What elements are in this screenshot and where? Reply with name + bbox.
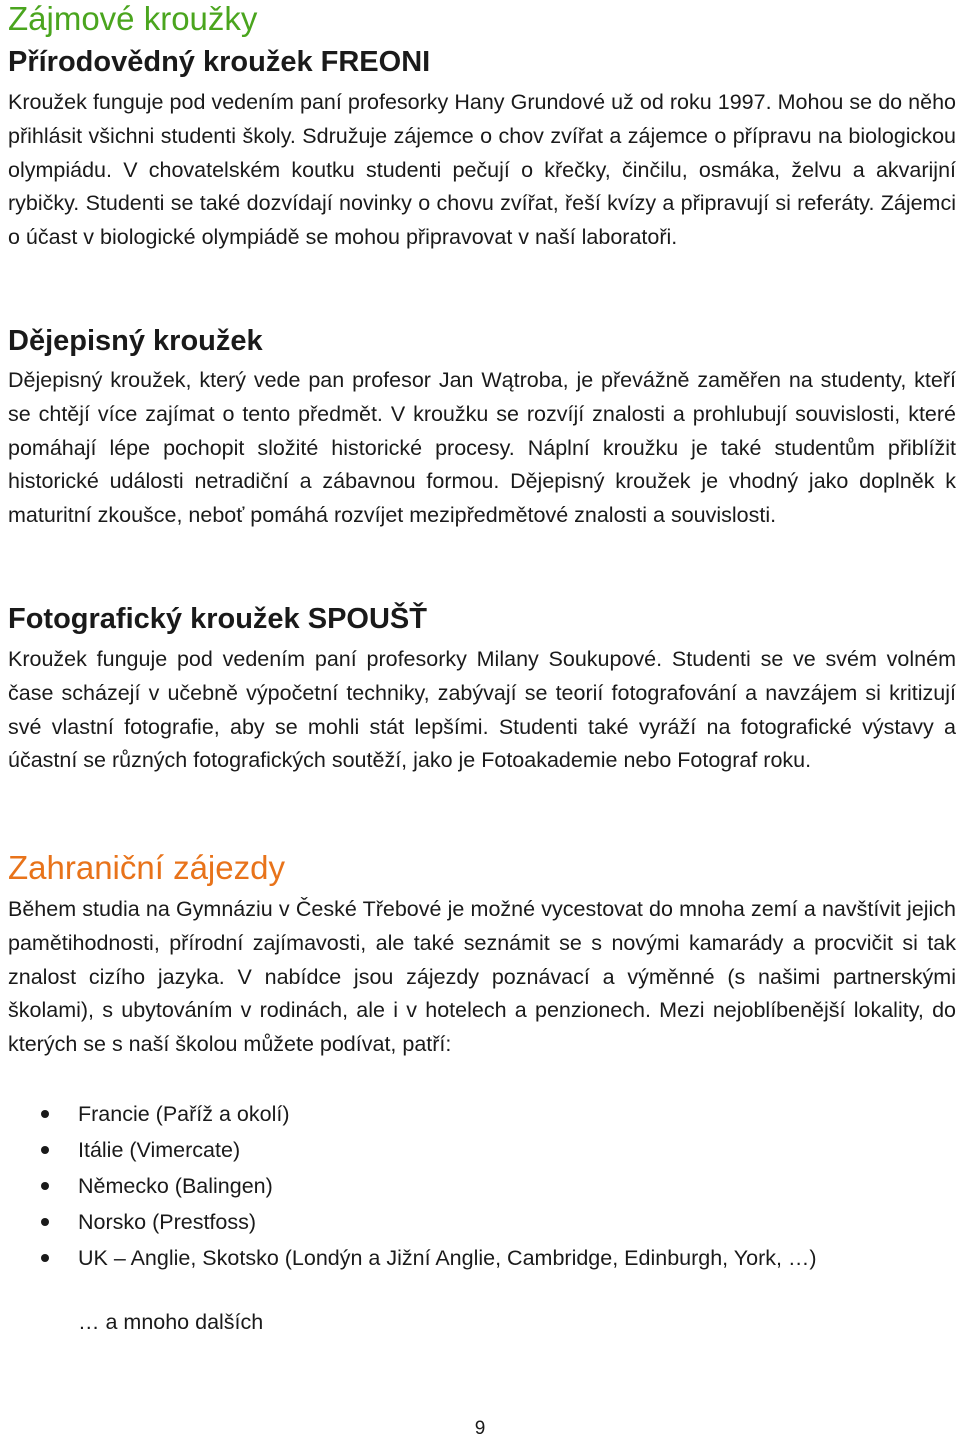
- bullet-icon: [41, 1146, 49, 1154]
- trips-heading: Zahraniční zájezdy: [8, 849, 285, 886]
- freoni-heading: Přírodovědný kroužek FREONI: [8, 46, 431, 78]
- history-heading: Dějepisný kroužek: [8, 325, 263, 357]
- bullet-icon: [41, 1218, 49, 1226]
- more-destinations: … a mnoho dalších: [78, 1310, 264, 1334]
- clubs-heading: Zájmové kroužky: [8, 0, 258, 37]
- page-number: 9: [474, 1418, 486, 1439]
- list-item: Norsko (Prestfoss): [8, 1204, 956, 1240]
- history-paragraph: Dějepisný kroužek, který vede pan profesor Jan Wątroba, je převážně zaměřen na studenty, kteří se chtějí více zajímat o tento předmět. V kroužku se rozvíjí znalosti a prohlubují souvislosti, které pomáhají lépe pochopit složité historické procesy. Náplní kroužku je také studentům přiblížit historické události netradiční a zábavnou formou. Dějepisný kroužek je vhodný jako doplněk k maturitní zkoušce, neboť pomáhá rozvíjet mezipředmětové znalosti a souvislosti.: [8, 368, 956, 528]
- photo-heading: Fotografický kroužek SPOUŠŤ: [8, 603, 427, 635]
- bullet-icon: [41, 1110, 49, 1118]
- bullet-icon: [41, 1254, 49, 1262]
- list-item: Itálie (Vimercate): [8, 1132, 956, 1168]
- list-item: UK – Anglie, Skotsko (Londýn a Jižní Anglie, Cambridge, Edinburgh, York, …): [8, 1240, 956, 1276]
- freoni-paragraph: Kroužek funguje pod vedením paní profesorky Hany Grundové už od roku 1997. Mohou se do něho přihlásit všichni studenti školy. Sdružuje zájemce o chov zvířat a zájemce o přípravu na biologickou olympiádu. V chovatelském koutku studenti pečují o křečky, činčilu, osmáka, želvu a akvarijní rybičky. Studenti se také dozvídají novinky o chovu zvířat, řeší kvízy a připravují si referáty. Zájemci o účast v biologické olympiádě se mohou připravovat v naší laboratoři.: [8, 90, 956, 250]
- list-item: Německo (Balingen): [8, 1168, 956, 1204]
- photo-paragraph: Kroužek funguje pod vedením paní profesorky Milany Soukupové. Studenti se ve svém volném čase scházejí v učebně výpočetní techniky, zabývají se teorií fotografování a navzájem si kritizují své vlastní fotografie, aby se mohli stát lepšími. Studenti také vyráží na fotografické výstavy a účastní se různých fotografických soutěží, jako je Fotoakademie nebo Fotograf roku.: [8, 647, 956, 773]
- destinations-list: [8, 1096, 956, 1276]
- list-item: Francie (Paříž a okolí): [8, 1096, 956, 1132]
- trips-paragraph: Během studia na Gymnáziu v České Třebové je možné vycestovat do mnoha zemí a navštívit jejich pamětihodnosti, přírodní zajímavosti, ale také seznámit se s novými kamarády a procvičit si tak znalost cizího jazyka. V nabídce jsou zájezdy poznávací a výměnné (s našimi partnerskými školami), s ubytováním v rodinách, ale i v hotelech a penzionech. Mezi nejoblíbenější lokality, do kterých se s naší školou můžete podívat, patří:: [8, 897, 956, 1057]
- bullet-icon: [41, 1182, 49, 1190]
